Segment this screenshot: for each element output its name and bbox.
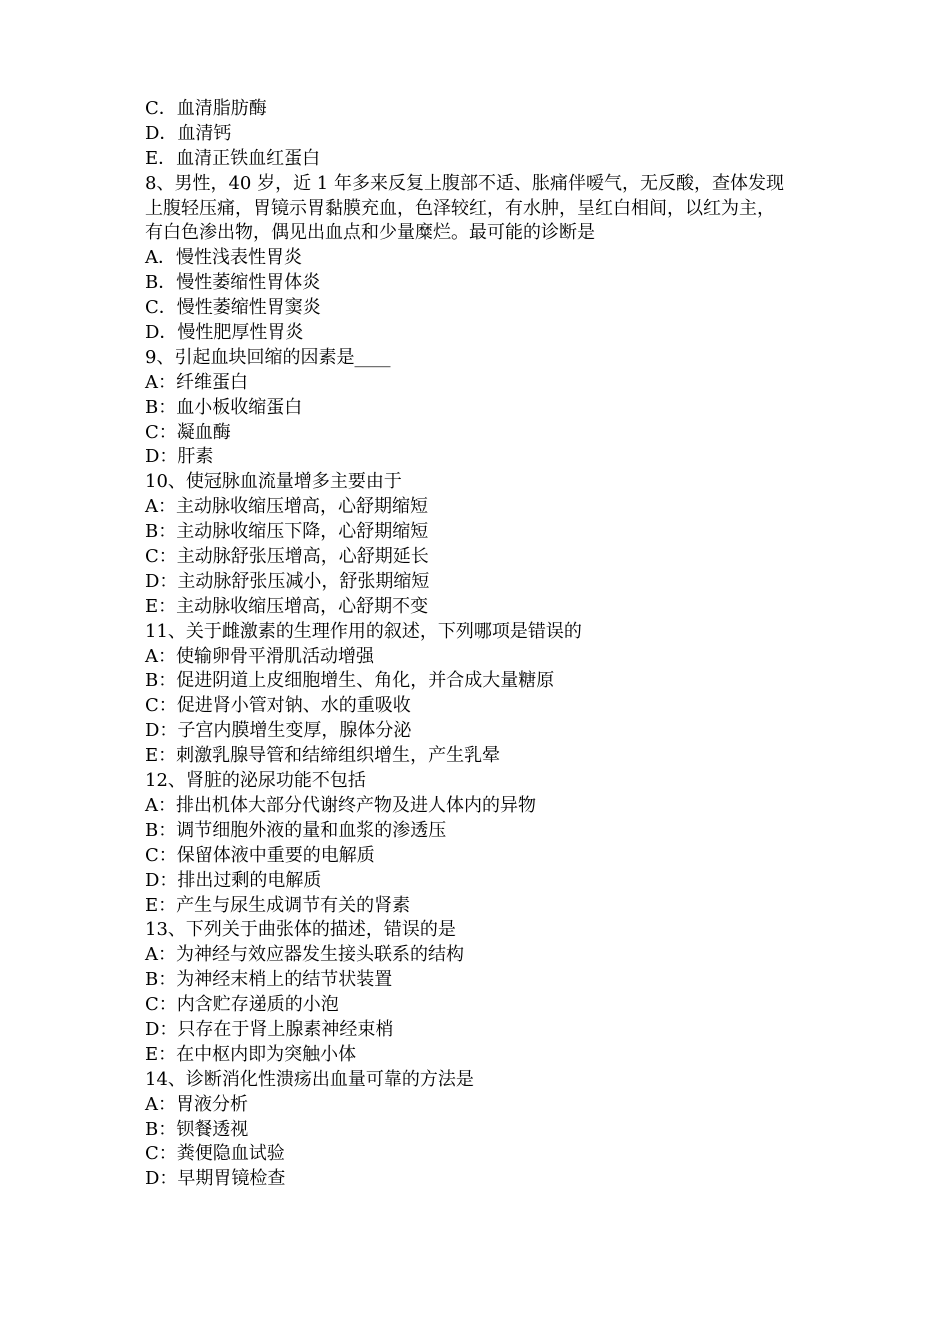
- text-line: E：在中枢内即为突触小体: [145, 1043, 357, 1065]
- question-8-line-1: 8、男性，40 岁，近 1 年多来反复上腹部不适、胀痛伴嗳气，无反酸，查体发现: [145, 172, 784, 194]
- text-line: D：排出过剩的电解质: [145, 869, 322, 891]
- text-line: C．血清脂肪酶: [145, 98, 267, 119]
- text-line: B：调节细胞外液的量和血浆的渗透压: [145, 819, 447, 841]
- text-line: D：肝素: [145, 446, 214, 468]
- text-line: E：刺激乳腺导管和结缔组织增生，产生乳晕: [145, 745, 501, 767]
- text-line: D：子宫内膜增生变厚，腺体分泌: [145, 720, 412, 742]
- text-line: A：主动脉收缩压增高，心舒期缩短: [145, 496, 428, 518]
- question-9: 9、引起血块回缩的因素是____: [145, 346, 391, 368]
- text-line: B：主动脉收缩压下降，心舒期缩短: [145, 521, 429, 543]
- text-line: C：内含贮存递质的小泡: [145, 994, 339, 1016]
- text-line: A：使输卵骨平滑肌活动增强: [145, 645, 374, 667]
- text-line: D．血清钙: [145, 122, 232, 144]
- text-line: D：早期胃镜检查: [145, 1168, 286, 1190]
- text-line: D．慢性肥厚性胃炎: [145, 322, 304, 344]
- question-13: 13、下列关于曲张体的描述，错误的是: [145, 919, 456, 941]
- text-line: B：血小板收缩蛋白: [145, 396, 303, 418]
- text-line: C．慢性萎缩性胃窦炎: [145, 297, 321, 319]
- text-line: A：纤维蛋白: [145, 371, 248, 393]
- text-line: C：保留体液中重要的电解质: [145, 844, 375, 866]
- question-11: 11、关于雌激素的生理作用的叙述，下列哪项是错误的: [145, 620, 582, 642]
- text-line: B：促进阴道上皮细胞增生、角化，并合成大量糖原: [145, 670, 555, 692]
- text-line: E．血清正铁血红蛋白: [145, 147, 321, 169]
- text-line: C：促进肾小管对钠、水的重吸收: [145, 695, 411, 717]
- text-line: A：排出机体大部分代谢终产物及进人体内的异物: [145, 794, 536, 816]
- text-line: E：主动脉收缩压增高，心舒期不变: [145, 595, 429, 617]
- text-line: B：钡餐透视: [145, 1118, 249, 1140]
- text-line: D：主动脉舒张压减小，舒张期缩短: [145, 570, 430, 592]
- text-line: B．慢性萎缩性胃体炎: [145, 272, 321, 294]
- text-line: A．慢性浅表性胃炎: [145, 247, 302, 269]
- question-10: 10、使冠脉血流量增多主要由于: [145, 471, 402, 493]
- question-14: 14、诊断消化性溃疡出血量可靠的方法是: [145, 1068, 474, 1090]
- text-line: C：粪便隐血试验: [145, 1143, 285, 1165]
- text-line: C：凝血酶: [145, 421, 231, 443]
- text-line: C：主动脉舒张压增高，心舒期延长: [145, 546, 429, 568]
- question-8-line-2: 上腹轻压痛，胃镜示胃黏膜充血，色泽较红，有水肿，呈红白相间，以红为主，: [145, 197, 775, 219]
- question-8-line-3: 有白色渗出物，偶见出血点和少量糜烂。最可能的诊断是: [145, 222, 595, 244]
- text-line: B：为神经末梢上的结节状装置: [145, 969, 393, 991]
- document-body: [145, 97, 825, 1192]
- text-line: E：产生与尿生成调节有关的肾素: [145, 894, 411, 916]
- text-line: A：为神经与效应器发生接头联系的结构: [145, 944, 464, 966]
- question-12: 12、肾脏的泌尿功能不包括: [145, 770, 366, 792]
- text-line: A：胃液分析: [145, 1093, 248, 1115]
- text-line: D：只存在于肾上腺素神经束梢: [145, 1018, 394, 1040]
